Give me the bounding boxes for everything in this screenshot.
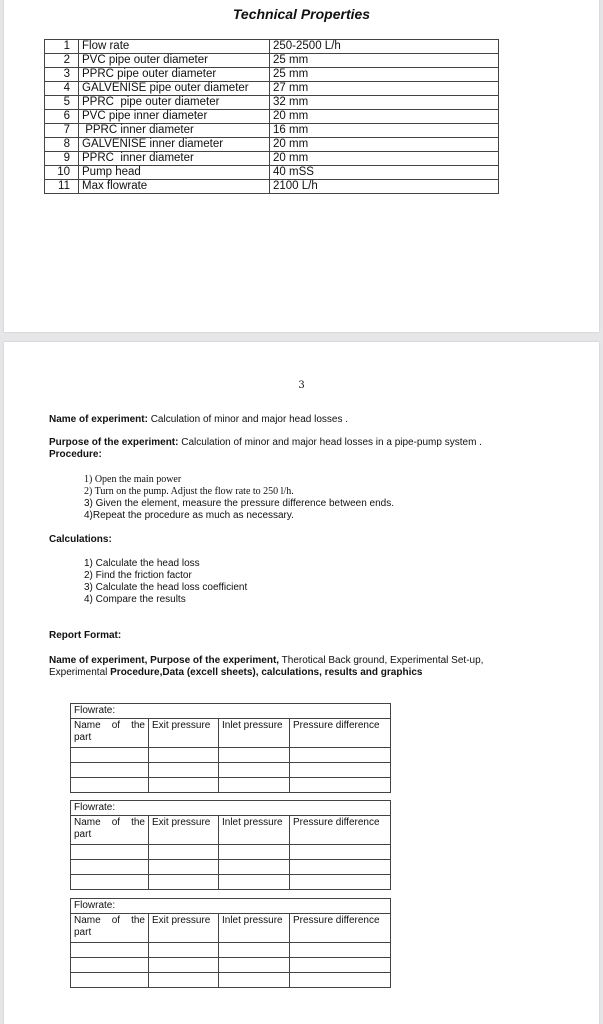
table-row — [45, 124, 499, 138]
table-row — [45, 138, 499, 152]
property-label: PVC pipe inner diameter — [79, 110, 270, 124]
empty-cell[interactable] — [149, 943, 219, 958]
property-label: PPRC inner diameter — [79, 124, 270, 138]
empty-cell[interactable] — [219, 778, 290, 793]
column-header-inlet-pressure: Inlet pressure — [219, 914, 290, 943]
empty-cell[interactable] — [149, 860, 219, 875]
property-value: 27 mm — [270, 82, 499, 96]
property-value: 2100 L/h — [270, 180, 499, 194]
procedure-step: 1) Open the main power — [84, 474, 182, 485]
row-number: 5 — [45, 96, 79, 110]
empty-cell[interactable] — [219, 943, 290, 958]
row-number: 6 — [45, 110, 79, 124]
table-row — [45, 82, 499, 96]
report-format-line1 — [49, 655, 547, 666]
empty-cell[interactable] — [149, 958, 219, 973]
table-row — [71, 860, 391, 875]
empty-cell[interactable] — [290, 958, 391, 973]
procedure-step: 2) Turn on the pump. Adjust the flow rate to 250 l/h. — [84, 486, 294, 497]
table-row — [45, 110, 499, 124]
table-row — [71, 875, 391, 890]
column-header-part-name: Name of the part — [71, 816, 149, 845]
empty-cell[interactable] — [149, 875, 219, 890]
empty-cell[interactable] — [219, 973, 290, 988]
empty-cell[interactable] — [71, 973, 149, 988]
flowrate-label: Flowrate: — [71, 801, 391, 816]
empty-cell[interactable] — [71, 875, 149, 890]
property-value: 16 mm — [270, 124, 499, 138]
row-number: 10 — [45, 166, 79, 180]
empty-cell[interactable] — [149, 763, 219, 778]
column-header-exit-pressure: Exit pressure — [149, 816, 219, 845]
empty-cell[interactable] — [290, 763, 391, 778]
empty-cell[interactable] — [219, 763, 290, 778]
row-number: 7 — [45, 124, 79, 138]
table-row — [71, 778, 391, 793]
empty-cell[interactable] — [71, 958, 149, 973]
calculation-step: 2) Find the friction factor — [84, 570, 192, 581]
report-format-text-1: Therotical Back ground, Experimental Set-up, — [279, 655, 484, 666]
procedure-step: 3) Given the element, measure the pressure difference between ends. — [84, 498, 394, 509]
empty-cell[interactable] — [290, 860, 391, 875]
empty-cell[interactable] — [149, 778, 219, 793]
row-number: 4 — [45, 82, 79, 96]
column-header-exit-pressure: Exit pressure — [149, 914, 219, 943]
column-header-pressure-difference: Pressure difference — [290, 914, 391, 943]
page-title: Technical Properties — [232, 6, 371, 22]
row-number: 1 — [45, 40, 79, 54]
report-format-text-2: Experimental — [49, 667, 111, 678]
table-row — [71, 845, 391, 860]
empty-cell[interactable] — [71, 748, 149, 763]
empty-cell[interactable] — [290, 748, 391, 763]
table-row — [71, 763, 391, 778]
table-row — [45, 96, 499, 110]
property-label: PPRC pipe outer diameter — [79, 68, 270, 82]
property-label: PVC pipe outer diameter — [79, 54, 270, 68]
empty-cell[interactable] — [149, 973, 219, 988]
report-format-line2 — [49, 667, 422, 678]
empty-cell[interactable] — [149, 845, 219, 860]
calculation-step: 3) Calculate the head loss coefficient — [84, 582, 248, 593]
experiment-name-line — [49, 414, 348, 425]
pressure-record-table — [70, 800, 391, 890]
property-value: 20 mm — [270, 110, 499, 124]
experiment-name-text: Calculation of minor and major head losses . — [147, 414, 349, 425]
procedure-step: 4)Repeat the procedure as much as necessary. — [84, 510, 294, 521]
table-row — [45, 40, 499, 54]
property-label: Flow rate — [79, 40, 270, 54]
procedure-list — [84, 474, 394, 522]
page-technical-properties — [4, 0, 599, 332]
column-header-part-name: Name of the part — [71, 719, 149, 748]
table-row — [71, 973, 391, 988]
table-row — [45, 180, 499, 194]
empty-cell[interactable] — [290, 943, 391, 958]
empty-cell[interactable] — [71, 778, 149, 793]
table-row — [45, 68, 499, 82]
table-row — [45, 152, 499, 166]
pressure-record-table — [70, 898, 391, 988]
table-row — [45, 54, 499, 68]
empty-cell[interactable] — [71, 845, 149, 860]
experiment-purpose-line — [49, 437, 482, 448]
row-number: 2 — [45, 54, 79, 68]
empty-cell[interactable] — [219, 958, 290, 973]
property-label: GALVENISE pipe outer diameter — [79, 82, 270, 96]
flowrate-label: Flowrate: — [71, 899, 391, 914]
empty-cell[interactable] — [71, 943, 149, 958]
empty-cell[interactable] — [219, 748, 290, 763]
report-format-bold-1: Name of experiment, Purpose of the experiment, — [49, 655, 280, 666]
empty-cell[interactable] — [149, 748, 219, 763]
row-number: 8 — [45, 138, 79, 152]
empty-cell[interactable] — [219, 845, 290, 860]
empty-cell[interactable] — [219, 860, 290, 875]
report-format-heading: Report Format: — [49, 630, 122, 641]
experiment-purpose-label: Purpose of the experiment: — [49, 437, 179, 448]
technical-properties-table — [44, 39, 499, 194]
empty-cell[interactable] — [290, 778, 391, 793]
property-label: GALVENISE inner diameter — [79, 138, 270, 152]
experiment-purpose-text: Calculation of minor and major head losses in a pipe-pump system . — [178, 437, 482, 448]
calculations-list — [84, 558, 247, 606]
empty-cell[interactable] — [219, 875, 290, 890]
property-value: 25 mm — [270, 68, 499, 82]
property-label: Pump head — [79, 166, 270, 180]
property-value: 20 mm — [270, 138, 499, 152]
page-number: 3 — [298, 380, 305, 391]
flowrate-label: Flowrate: — [71, 704, 391, 719]
column-header-pressure-difference: Pressure difference — [290, 816, 391, 845]
procedure-heading: Procedure: — [49, 449, 102, 460]
table-row — [71, 943, 391, 958]
experiment-name-label: Name of experiment: — [49, 414, 148, 425]
calculation-step: 4) Compare the results — [84, 594, 186, 605]
property-value: 25 mm — [270, 54, 499, 68]
empty-cell[interactable] — [71, 763, 149, 778]
column-header-pressure-difference: Pressure difference — [290, 719, 391, 748]
column-header-inlet-pressure: Inlet pressure — [219, 719, 290, 748]
empty-cell[interactable] — [290, 875, 391, 890]
column-header-exit-pressure: Exit pressure — [149, 719, 219, 748]
row-number: 9 — [45, 152, 79, 166]
property-value: 20 mm — [270, 152, 499, 166]
report-format-bold-2: Procedure,Data (excell sheets), calculations, results and graphics — [110, 667, 423, 678]
row-number: 11 — [45, 180, 79, 194]
table-row — [71, 748, 391, 763]
column-header-part-name: Name of the part — [71, 914, 149, 943]
table-row — [71, 958, 391, 973]
calculation-step: 1) Calculate the head loss — [84, 558, 200, 569]
row-number: 3 — [45, 68, 79, 82]
property-label: PPRC pipe outer diameter — [79, 96, 270, 110]
empty-cell[interactable] — [71, 860, 149, 875]
property-label: Max flowrate — [79, 180, 270, 194]
property-value: 32 mm — [270, 96, 499, 110]
table-row — [45, 166, 499, 180]
calculations-heading: Calculations: — [49, 534, 112, 545]
column-header-inlet-pressure: Inlet pressure — [219, 816, 290, 845]
property-value: 40 mSS — [270, 166, 499, 180]
pressure-record-table — [70, 703, 391, 793]
page-experiment — [4, 342, 599, 1024]
property-value: 250-2500 L/h — [270, 40, 499, 54]
empty-cell[interactable] — [290, 973, 391, 988]
property-label: PPRC inner diameter — [79, 152, 270, 166]
empty-cell[interactable] — [290, 845, 391, 860]
